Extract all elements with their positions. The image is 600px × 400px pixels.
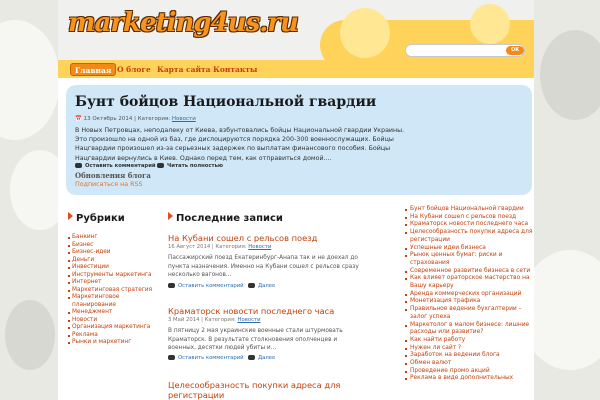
category-item[interactable]: Бизнес [68, 242, 160, 250]
category-label: Категория: [137, 116, 171, 122]
flower-decoration [340, 8, 390, 58]
featured-comment-link[interactable]: Оставить комментарий [75, 163, 156, 169]
recent-link[interactable]: Как найти работу [405, 337, 533, 345]
recent-link[interactable]: На Кубани сошел с рельсов поезд [405, 214, 533, 222]
post-meta: 3 Май 2014 | Категория: Новости [168, 317, 261, 323]
arrow-icon [168, 212, 173, 220]
bg-decoration [5, 300, 55, 370]
category-item[interactable]: Интернет [68, 279, 160, 287]
featured-excerpt: В Новых Петровцах, неподалеку от Киева, взбунтовались бойцы Национальной гвардии Украины. Это произошло на одной из баз, где дислоцируются порядка 200-300 военнослужащих. Бойцы Нацгвардии произошел из-за серьезных задержек по выплатам финансового пособия. Бойцы Нацгвардии вернулись в Киев. Однако перед тем, как отправиться домой.... [75, 127, 405, 162]
recent-link[interactable]: Маркетолог в малом бизнесе: лишние расходы или развитие? [405, 322, 533, 337]
arrow-icon [157, 163, 164, 168]
post-title[interactable]: На Кубани сошел с рельсов поезд [168, 233, 318, 243]
post-excerpt: В пятницу 2 мая украинские военные стали штурмовать Краматорск. В результате столкновения ополченцев и военных, десятки людей убиты и... [168, 328, 343, 351]
calendar-icon: 📅 [75, 116, 82, 122]
arrow-icon [248, 283, 255, 288]
comment-icon [168, 355, 175, 360]
post-comment-link[interactable]: Оставить комментарий [168, 283, 244, 289]
post-more-link[interactable]: Далее [248, 283, 275, 289]
flower-decoration [470, 4, 510, 44]
category-item[interactable]: Инструменты маркетинга [68, 272, 160, 280]
search-button[interactable]: OK [506, 46, 524, 55]
featured-meta: 📅 13 Октябрь 2014 | Категория: Новости [75, 116, 196, 122]
category-item[interactable]: Маркетинговая стратегия [68, 287, 160, 295]
featured-read-more-link[interactable]: Читать полностью [157, 163, 223, 169]
category-item[interactable]: Новости [68, 317, 160, 325]
nav-sitemap[interactable]: Карта сайта [157, 65, 211, 74]
recent-link[interactable]: Правильное ведение бухгалтерии – залог успеха [405, 306, 533, 321]
category-item[interactable]: Деньги [68, 257, 160, 265]
featured-category-link[interactable]: Новости [171, 116, 196, 122]
category-item[interactable]: Инвестиции [68, 264, 160, 272]
post-title[interactable]: Краматорск новости последнего часа [168, 306, 335, 316]
bg-decoration [0, 20, 60, 140]
category-item[interactable]: Реклама [68, 332, 160, 340]
post-comment-link[interactable]: Оставить комментарий [168, 355, 244, 361]
recent-link[interactable]: Краматорск новости последнего часа [405, 221, 533, 229]
comment-icon [168, 283, 175, 288]
category-list [68, 234, 160, 347]
recent-link[interactable]: Современное развитие бизнеса в сети [405, 268, 533, 276]
nav-home[interactable]: Главная [70, 63, 116, 76]
recent-link[interactable]: Целесообразность покупки адреса для регистрации [405, 229, 533, 244]
category-item[interactable]: Бизнес-идеи [68, 249, 160, 257]
recent-link[interactable]: Монетизация трафика [405, 298, 533, 306]
category-item[interactable]: Банкинг [68, 234, 160, 242]
category-item[interactable]: Рынки и маркетинг [68, 339, 160, 347]
featured-date: 13 Октябрь 2014 [83, 116, 133, 122]
recent-link[interactable]: Проведение промо акций [405, 368, 533, 376]
arrow-icon [248, 355, 255, 360]
recent-posts-heading: Последние записи [168, 212, 283, 224]
recent-link[interactable]: Нужен ли сайт ? [405, 345, 533, 353]
recent-link[interactable]: Заработок на ведении блога [405, 352, 533, 360]
recent-link[interactable]: Реклама в виде дополнительных [405, 375, 533, 383]
recent-link[interactable]: Аренда коммерческих организаций [405, 291, 533, 299]
nav-about[interactable]: О блоге [117, 65, 151, 74]
post-more-link[interactable]: Далее [248, 355, 275, 361]
post-excerpt: Пассажирский поезд Екатеринбург-Анапа так и не доехал до пункта назначения. Именно на Кубани сошел с рельсов сразу несколько вагонов... [168, 255, 359, 278]
post-meta: 16 Август 2014 | Категория: Новости [168, 244, 272, 250]
recent-link[interactable]: Обмен валют [405, 360, 533, 368]
recent-link[interactable]: Как влияет ораторское мастерство на Вашу карьеру [405, 275, 533, 290]
updates-label: Обновления блога [75, 171, 151, 180]
recent-link[interactable]: Бунт бойцов Национальной гвардии [405, 206, 533, 214]
category-item[interactable]: Маркетинговое планирование [68, 294, 160, 309]
nav-contacts[interactable]: Контакты [213, 65, 258, 74]
site-logo[interactable]: marketing4us.ru [68, 8, 298, 38]
post-category-link[interactable]: Новости [248, 244, 272, 250]
categories-heading: Рубрики [68, 212, 125, 224]
post-category-link[interactable]: Новости [237, 317, 261, 323]
arrow-icon [68, 212, 73, 220]
recent-link[interactable]: Рынок ценных бумаг: риски и страхования [405, 252, 533, 267]
recent-link[interactable]: Успешные идеи бизнеса [405, 245, 533, 253]
category-item[interactable]: Менеджмент [68, 309, 160, 317]
comment-icon [75, 163, 82, 168]
rss-link[interactable]: Подписаться на RSS [75, 181, 143, 188]
post-title[interactable]: Целесообразность покупки адреса для регистрации [168, 380, 341, 400]
category-item[interactable]: Организация маркетинга [68, 324, 160, 332]
recent-links-list [405, 206, 533, 383]
bg-decoration [540, 30, 600, 120]
featured-title[interactable]: Бунт бойцов Национальной гвардии [75, 94, 377, 110]
